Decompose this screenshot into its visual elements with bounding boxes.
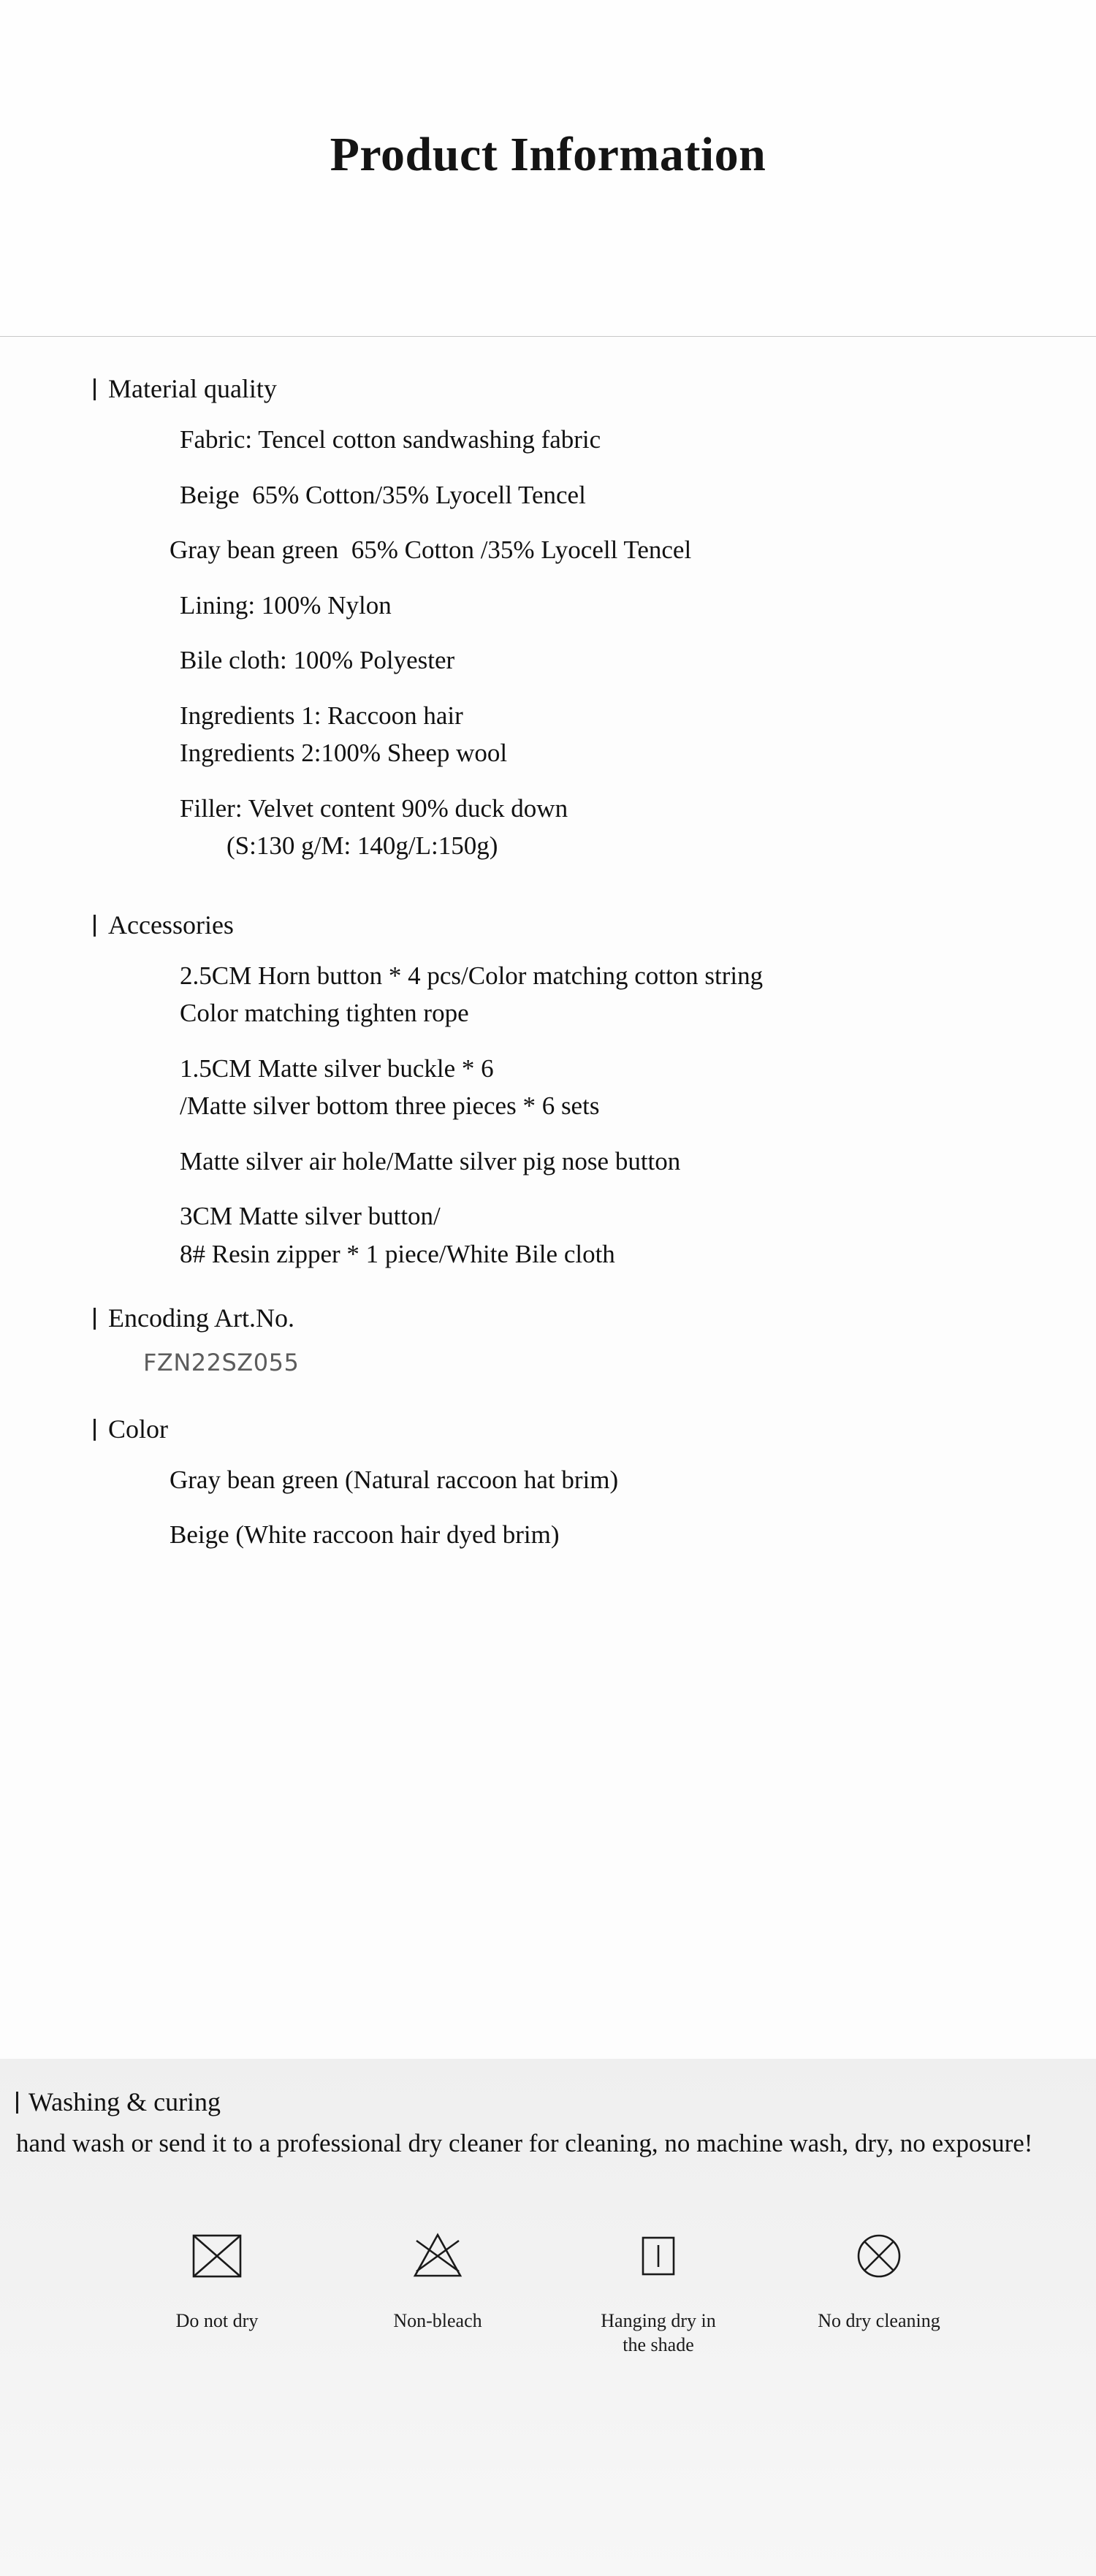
section-heading-label: Color <box>108 1414 169 1444</box>
material-line-filler-weights: (S:130 g/M: 140g/L:150g) <box>227 831 498 860</box>
color-lines <box>0 1463 1096 1552</box>
material-line-ingredients-1: Ingredients 1: Raccoon hair <box>180 701 463 730</box>
care-symbol-do-not-dry <box>148 2222 286 2358</box>
section-heading-label: Encoding Art.No. <box>108 1303 294 1333</box>
vertical-bar-icon <box>94 915 96 937</box>
section-heading-accessories <box>0 910 1096 940</box>
section-heading-encoding <box>0 1303 1096 1333</box>
color-line-gray-bean-green: Gray bean green (Natural raccoon hat brim) <box>170 1465 619 1494</box>
page-title-block <box>0 0 1096 336</box>
care-symbol-non-bleach <box>368 2222 507 2358</box>
accessories-line-air-hole: Matte silver air hole/Matte silver pig nose button <box>180 1146 681 1175</box>
material-line-bile-cloth: Bile cloth: 100% Polyester <box>180 646 455 674</box>
color-line-beige: Beige (White raccoon hair dyed brim) <box>170 1520 560 1550</box>
material-line-ingredients-2: Ingredients 2:100% Sheep wool <box>180 739 508 767</box>
accessories-line-resin-zipper: 8# Resin zipper * 1 piece/White Bile cloth <box>180 1239 615 1268</box>
material-line-lining: Lining: 100% Nylon <box>180 590 392 620</box>
care-symbol-caption: Do not dry <box>175 2309 259 2331</box>
accessories-line-horn-button: 2.5CM Horn button * 4 pcs/Color matching cotton string <box>180 961 764 990</box>
care-symbol-caption: Hanging dry in the shade <box>601 2309 716 2356</box>
material-line-fabric: Fabric: Tencel cotton sandwashing fabric <box>180 425 601 454</box>
accessories-line-silver-buckle: 1.5CM Matte silver buckle * 6 <box>180 1053 494 1083</box>
care-symbol-caption: No dry cleaning <box>818 2309 940 2331</box>
section-heading-material <box>0 373 1096 404</box>
encoding-art-no-value: FZN22SZ055 <box>143 1349 300 1376</box>
care-symbol-hanging-dry-in-shade <box>589 2222 728 2358</box>
material-line-beige: Beige 65% Cotton/35% Lyocell Tencel <box>180 480 586 509</box>
accessories-line-tighten-rope: Color matching tighten rope <box>180 999 469 1027</box>
section-material-quality <box>0 373 1096 863</box>
washing-and-curing-panel <box>0 2059 1096 2576</box>
non-bleach-icon <box>368 2222 507 2290</box>
encoding-code-wrapper <box>0 1348 1096 1379</box>
washing-heading <box>0 2087 1096 2117</box>
no-dry-cleaning-icon <box>810 2222 948 2290</box>
do-not-tumble-dry-icon <box>148 2222 286 2290</box>
care-symbol-no-dry-cleaning <box>810 2222 948 2358</box>
material-line-filler: Filler: Velvet content 90% duck down <box>180 793 568 823</box>
vertical-bar-icon <box>16 2092 18 2114</box>
washing-heading-label: Washing & curing <box>28 2087 221 2116</box>
section-heading-label: Accessories <box>108 910 234 940</box>
material-line-gray-bean-green: Gray bean green 65% Cotton /35% Lyocell Tencel <box>170 536 692 564</box>
accessories-line-silver-bottom: /Matte silver bottom three pieces * 6 sets <box>180 1091 600 1120</box>
vertical-bar-icon <box>94 378 96 400</box>
material-lines <box>0 423 1096 863</box>
section-encoding <box>0 1303 1096 1379</box>
page-title: Product Information <box>330 128 766 181</box>
section-heading-color <box>0 1414 1096 1444</box>
washing-instructions-text: hand wash or send it to a professional dry cleaner for cleaning, no machine wash, dry, no exposure! <box>16 2129 1033 2157</box>
care-symbols-row <box>0 2222 1096 2358</box>
vertical-bar-icon <box>94 1419 96 1441</box>
vertical-bar-icon <box>94 1308 96 1330</box>
section-color <box>0 1414 1096 1552</box>
accessories-line-silver-button: 3CM Matte silver button/ <box>180 1202 441 1230</box>
accessories-lines <box>0 959 1096 1271</box>
section-heading-label: Material quality <box>108 374 277 403</box>
care-symbol-caption: Non-bleach <box>393 2309 482 2331</box>
section-accessories <box>0 910 1096 1271</box>
document-content <box>0 337 1096 1552</box>
hanging-dry-in-shade-icon <box>589 2222 728 2290</box>
